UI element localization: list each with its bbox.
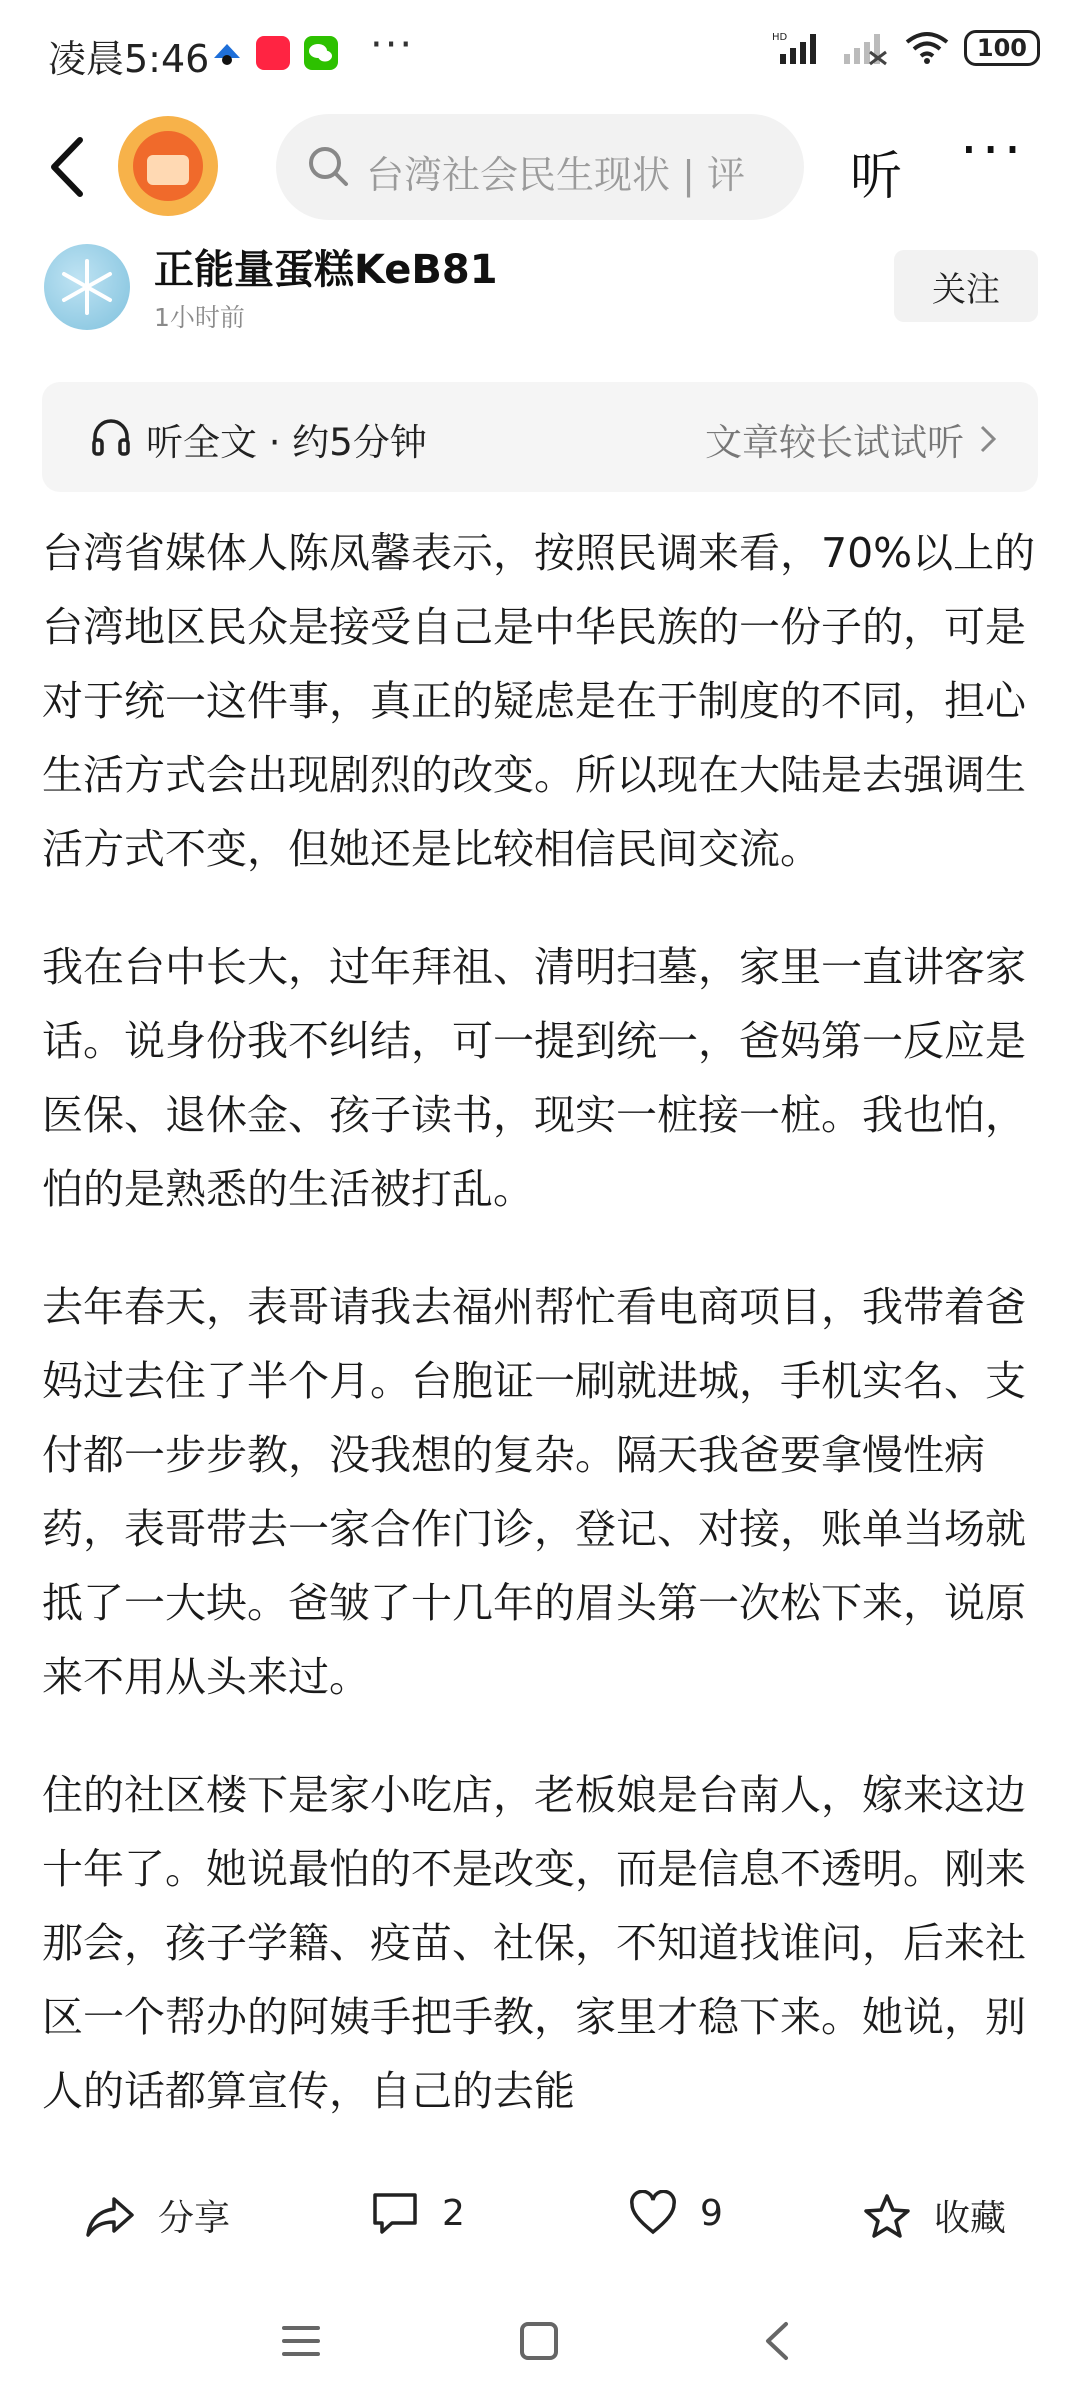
article-paragraph: 我在台中长大，过年拜祖、清明扫墓，家里一直讲客家话。说身份我不纠结，可一提到统一，爸妈第一反应是医保、退休金、孩子读书，现实一桩接一桩。我也怕，怕的是熟悉的生活被打乱。 [42, 943, 1026, 1213]
signal-2-icon [840, 30, 890, 66]
search-icon [306, 144, 350, 188]
recents-button[interactable] [278, 2318, 324, 2368]
comment-icon [370, 2190, 420, 2236]
share-icon [84, 2193, 136, 2239]
article-paragraph: 住的社区楼下是家小吃店，老板娘是台南人，嫁来这边十年了。她说最怕的不是改变，而是信息不透明。刚来那会，孩子学籍、疫苗、社保，不知道找谁问，后来社区一个帮办的阿姨手把手教，家里才稳下来。她说，别人的话都算宣传，自己的去能 [42, 1771, 1026, 2115]
app-logo[interactable] [118, 116, 218, 216]
red-envelope-icon [133, 131, 203, 201]
favorite-label: 收藏 [934, 2198, 1007, 2239]
battery-indicator: 100 [964, 30, 1040, 66]
more-notifications-icon: ··· [370, 22, 415, 68]
share-button[interactable] [84, 2190, 230, 2241]
author-row [0, 232, 1080, 342]
favorite-button[interactable] [862, 2190, 1006, 2241]
search-query: 台湾社会民生现状 | 评 [366, 153, 745, 197]
system-nav-bar [0, 2290, 1080, 2400]
xiaohongshu-icon [256, 36, 290, 70]
star-icon [862, 2192, 912, 2240]
article-paragraph: 去年春天，表哥请我去福州帮忙看电商项目，我带着爸妈过去住了半个月。台胞证一刷就进城，手机实名、支付都一步步教，没我想的复杂。隔天我爸要拿慢性病药，表哥带去一家合作门诊，登记、对接，账单当场就抵了一大块。爸皱了十几年的眉头第一次松下来，说原来不用从头来过。 [42, 1283, 1026, 1701]
heart-icon [628, 2190, 678, 2236]
search-bar[interactable] [276, 114, 804, 220]
svg-text:HD: HD [771, 32, 788, 43]
share-label: 分享 [158, 2198, 231, 2239]
follow-button[interactable]: 关注 [894, 250, 1038, 322]
avatar[interactable] [44, 244, 130, 330]
post-time: 1小时前 [154, 303, 245, 332]
back-nav-button[interactable] [754, 2318, 800, 2368]
menu-icon [278, 2318, 324, 2364]
status-bar [0, 0, 1080, 100]
listen-full-article-label: 听全文 · 约5分钟 [146, 421, 427, 464]
author-name[interactable]: 正能量蛋糕KeB81 [154, 247, 498, 293]
wechat-icon [304, 36, 338, 70]
chevron-right-icon [978, 423, 998, 455]
more-options-button[interactable]: ··· [960, 118, 1026, 183]
signal-icon [772, 30, 826, 66]
wifi-icon [904, 30, 950, 66]
back-triangle-icon [754, 2318, 800, 2364]
article-paragraph: 台湾省媒体人陈凤馨表示，按照民调来看，70%以上的台湾地区民众是接受自己是中华民族的一份子的，可是对于统一这件事，真正的疑虑是在于制度的不同，担心生活方式会出现剧烈的改变。所以现在大陆是去强调生活方式不变，但她还是比较相信民间交流。 [42, 529, 1036, 873]
like-count: 9 [700, 2192, 723, 2234]
listen-hint: 文章较长试试听 [705, 421, 964, 464]
snowflake-icon [57, 257, 117, 317]
like-button[interactable] [628, 2190, 723, 2236]
comment-count: 2 [442, 2192, 465, 2234]
chevron-left-icon [40, 132, 100, 202]
square-icon [516, 2318, 562, 2364]
listen-button[interactable]: 听 [850, 147, 903, 207]
back-button[interactable] [40, 132, 100, 202]
top-nav [0, 108, 1080, 228]
app-notification-icon [210, 36, 244, 70]
status-time: 凌晨5:46 [48, 37, 210, 81]
headphones-icon [90, 416, 132, 458]
listen-full-article-bar[interactable] [42, 382, 1038, 492]
action-bar [0, 2160, 1080, 2270]
home-button[interactable] [516, 2318, 562, 2368]
comment-button[interactable] [370, 2190, 465, 2236]
article-body [42, 516, 1042, 2136]
